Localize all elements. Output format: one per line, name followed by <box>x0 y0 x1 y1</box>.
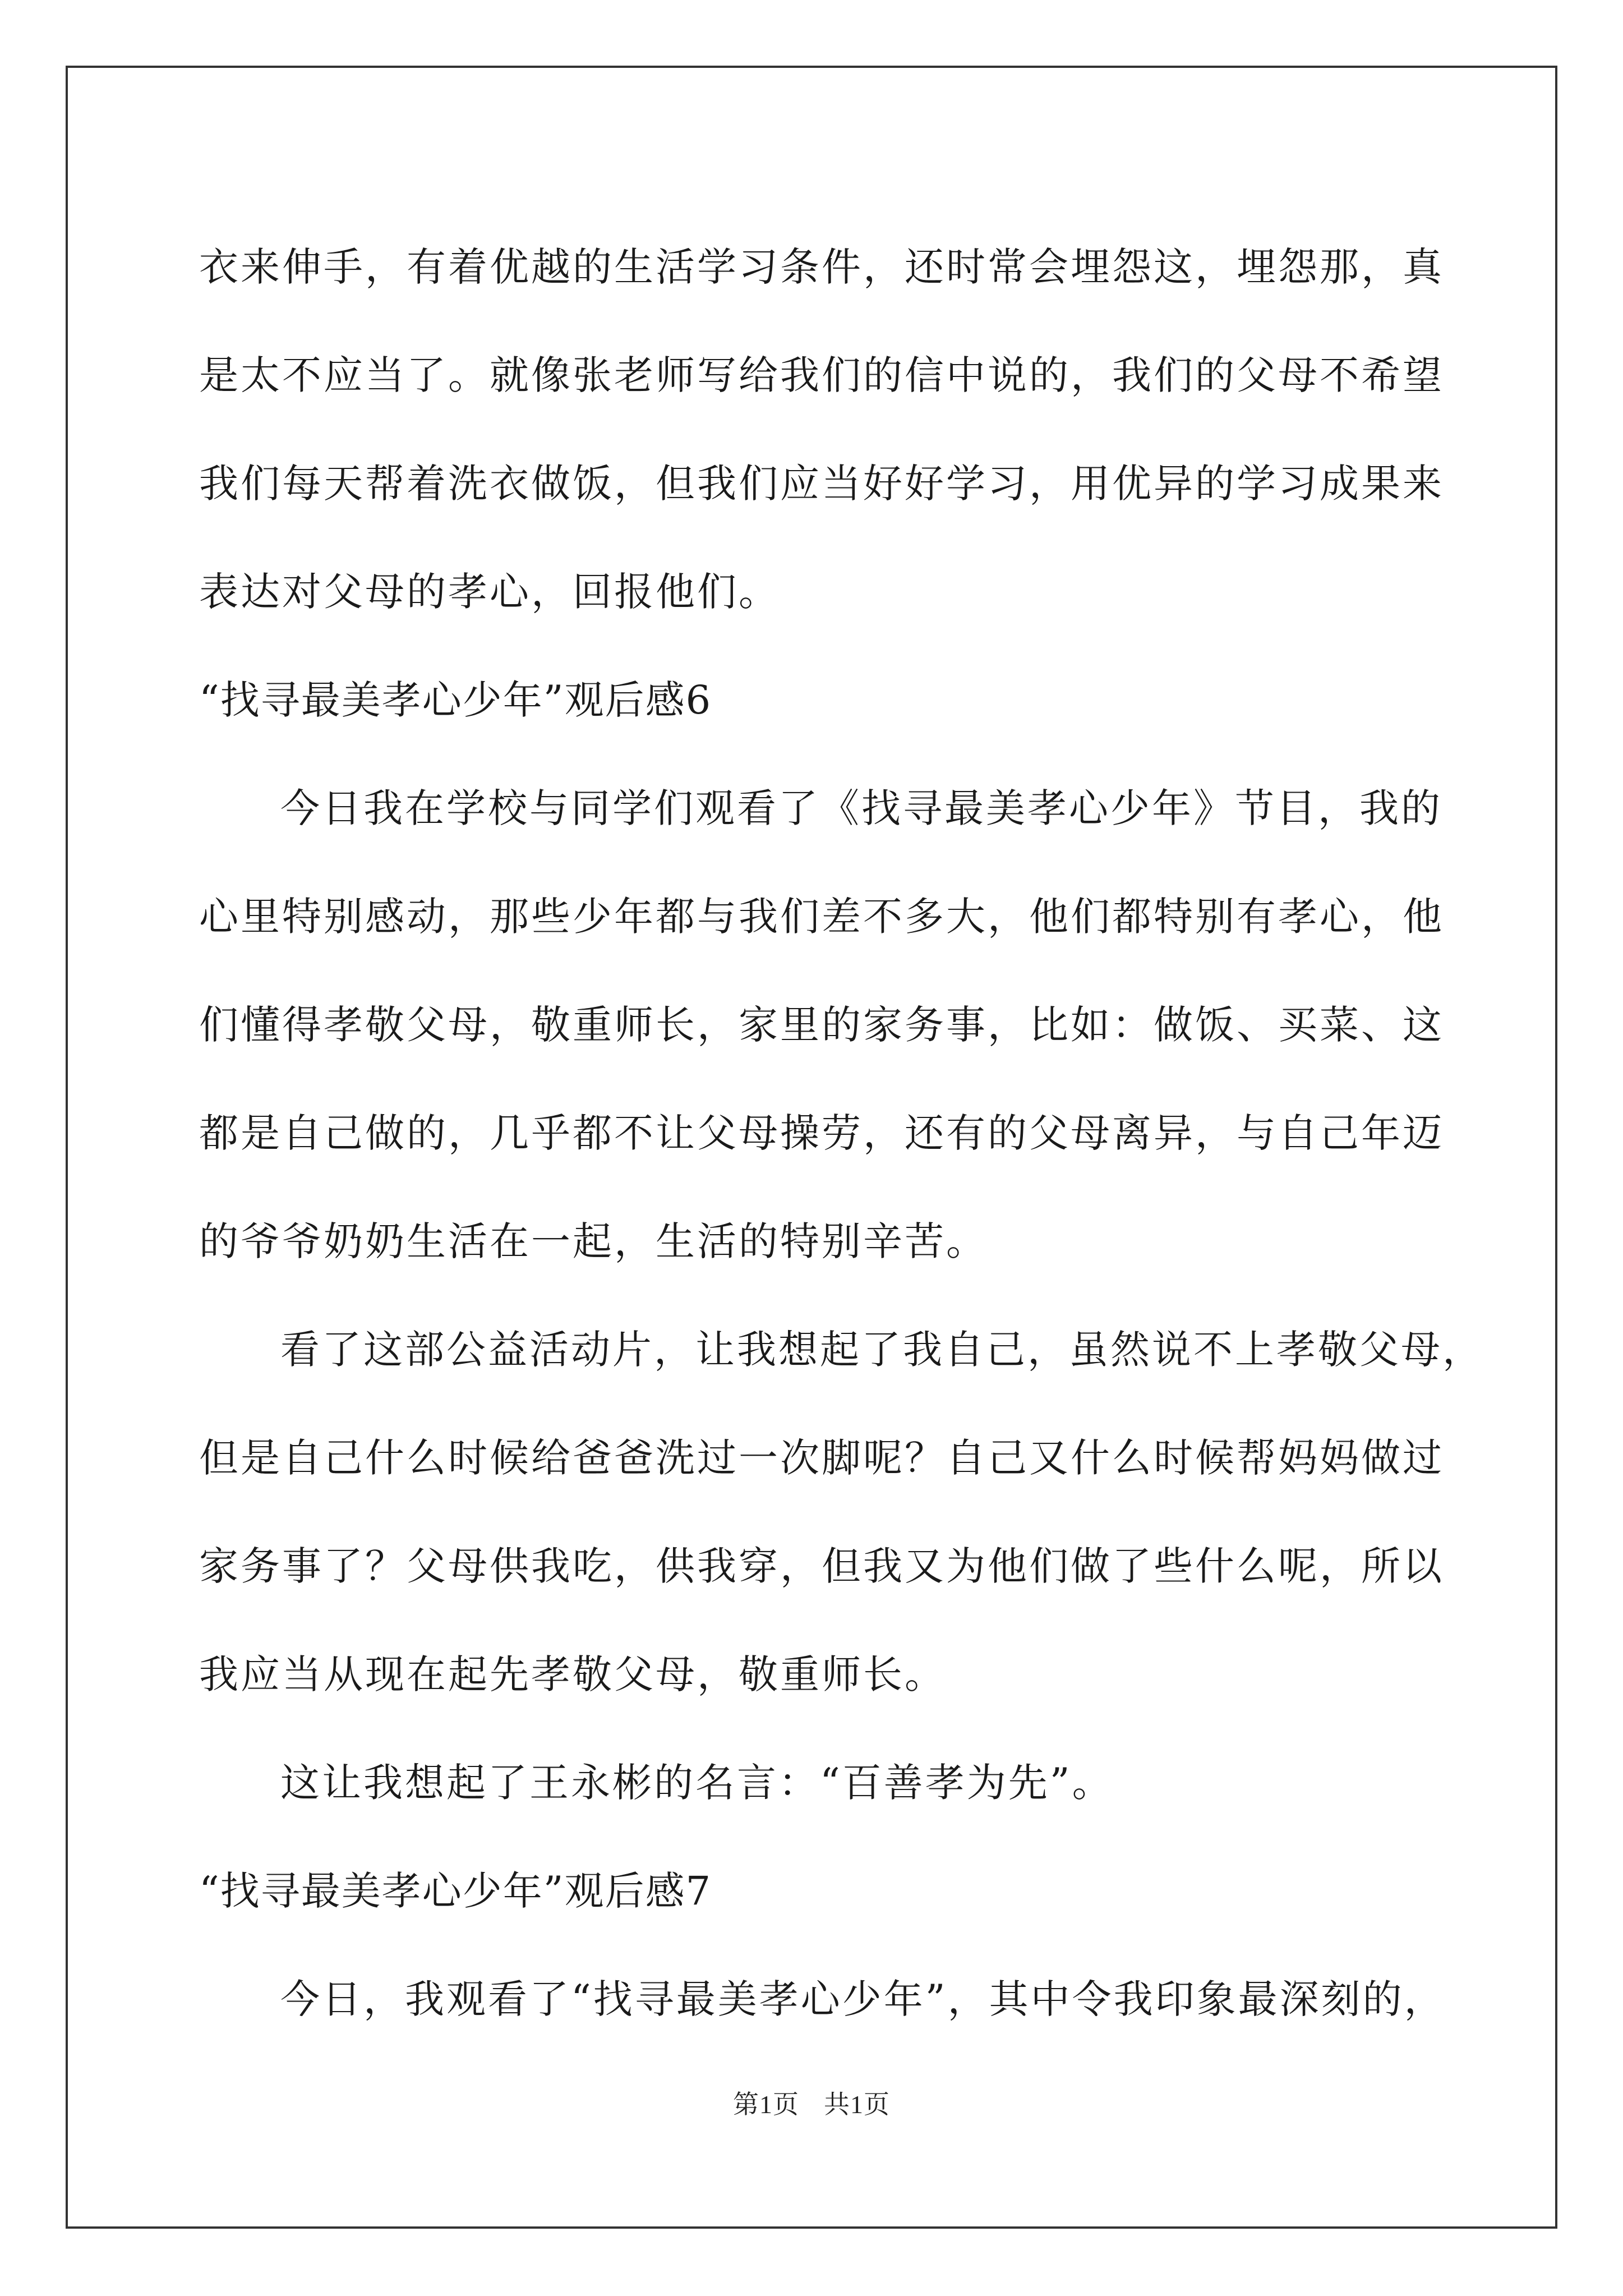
text-line-13: 家务事了？父母供我吃，供我穿，但我又为他们做了些什么呢，所以 <box>199 1543 1444 1589</box>
text-line-3: 我们每天帮着洗衣做饭，但我们应当好好学习，用优异的学习成果来 <box>199 461 1444 507</box>
text-line-17: 今日，我观看了“找寻最美孝心少年”，其中令我印象最深刻的， <box>280 1976 1446 2022</box>
page-number-current: 第1页 <box>733 2090 799 2119</box>
text-line-6: 今日我在学校与同学们观看了《找寻最美孝心少年》节目，我的 <box>280 785 1442 831</box>
text-line-2: 是太不应当了。就像张老师写给我们的信中说的，我们的父母不希望 <box>199 352 1444 398</box>
text-line-9: 都是自己做的，几乎都不让父母操劳，还有的父母离异，与自己年迈 <box>199 1110 1444 1156</box>
page-footer <box>0 2088 1623 2122</box>
page-number-total: 共1页 <box>824 2090 890 2119</box>
text-line-15: 这让我想起了王永彬的名言：“百善孝为先”。 <box>280 1760 1114 1806</box>
text-line-12: 但是自己什么时候给爸爸洗过一次脚呢？自己又什么时候帮妈妈做过 <box>199 1435 1444 1481</box>
document-body <box>199 213 1484 2054</box>
text-line-1: 衣来伸手，有着优越的生活学习条件，还时常会埋怨这，埋怨那，真 <box>199 244 1444 290</box>
text-line-7: 心里特别感动，那些少年都与我们差不多大，他们都特别有孝心，他 <box>199 894 1444 940</box>
text-line-14: 我应当从现在起先孝敬父母，敬重师长。 <box>199 1651 946 1697</box>
text-line-4: 表达对父母的孝心，回报他们。 <box>199 569 780 615</box>
text-line-8: 们懂得孝敬父母，敬重师长，家里的家务事，比如：做饭、买菜、这 <box>199 1002 1444 1048</box>
section-heading-6: “找寻最美孝心少年”观后感6 <box>199 677 712 723</box>
text-line-11: 看了这部公益活动片，让我想起了我自己，虽然说不上孝敬父母， <box>280 1327 1484 1373</box>
text-line-10: 的爷爷奶奶生活在一起，生活的特别辛苦。 <box>199 1218 988 1264</box>
section-heading-7: “找寻最美孝心少年”观后感7 <box>199 1868 712 1914</box>
